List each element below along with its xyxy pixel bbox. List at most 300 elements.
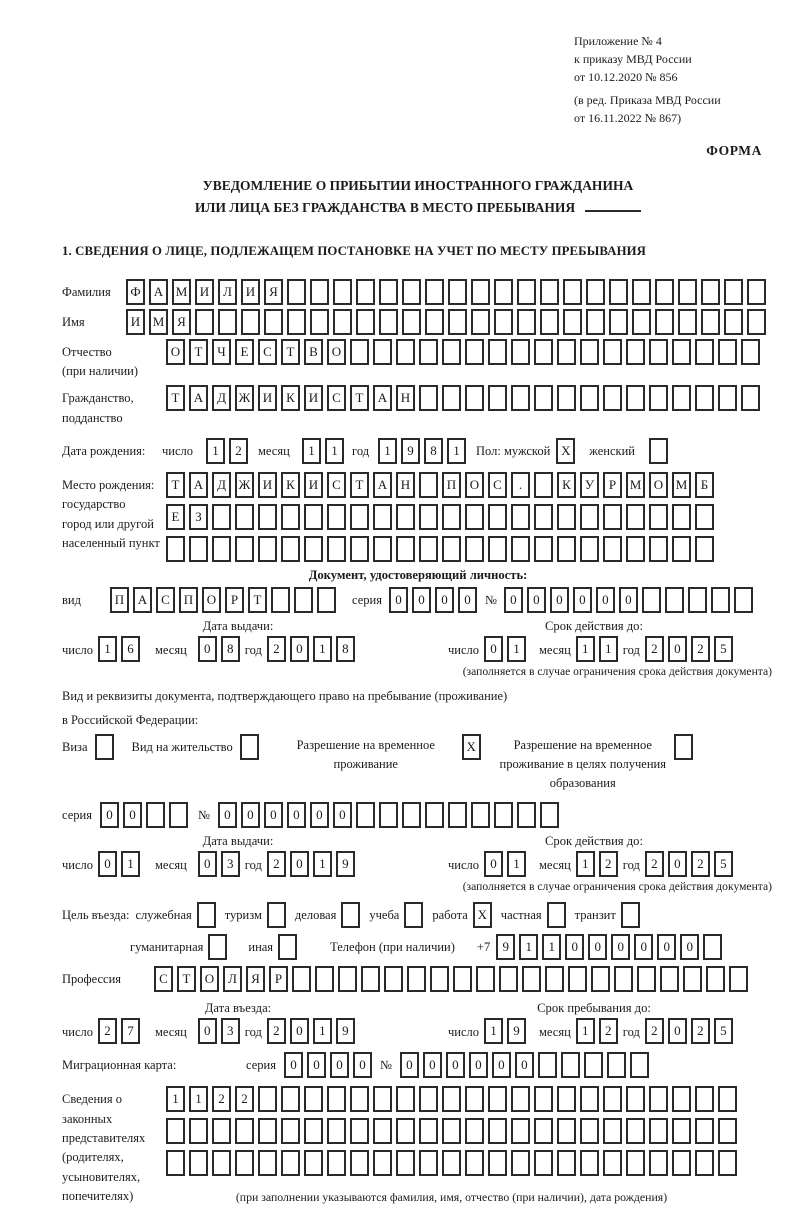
purpose-option-commercial — [295, 902, 360, 928]
residence-number-boxes — [218, 802, 559, 828]
issue-month-label: месяц — [155, 643, 187, 658]
migration-seriya-label: серия — [246, 1058, 276, 1073]
entry-date-headers — [62, 1001, 774, 1016]
char-box: О — [166, 339, 185, 365]
stay-year-boxes — [645, 1018, 733, 1044]
patronymic-label-line1: Отчество — [62, 344, 112, 359]
char-box — [294, 587, 313, 613]
residence-issue-heading: Дата выдачи: — [202, 834, 274, 849]
purpose-transit-checkbox — [621, 902, 640, 928]
char-box: А — [189, 385, 208, 411]
char-box: 0 — [515, 1052, 534, 1078]
char-box — [557, 1150, 576, 1176]
char-box — [534, 536, 553, 562]
char-box: 0 — [98, 851, 117, 877]
char-box: Р — [269, 966, 288, 992]
purpose-row-1 — [62, 902, 774, 928]
char-box — [580, 1150, 599, 1176]
char-box — [642, 587, 661, 613]
identity-valid-month-boxes — [576, 636, 618, 662]
char-box — [448, 802, 467, 828]
char-box: 2 — [691, 851, 710, 877]
doc-number-label: № — [484, 593, 497, 608]
char-box — [649, 385, 668, 411]
char-box — [494, 802, 513, 828]
char-box — [557, 536, 576, 562]
purpose-private-checkbox — [547, 902, 566, 928]
entry-until-heading: Срок пребывания до: — [537, 1001, 651, 1016]
entry-date-group — [62, 1018, 414, 1044]
char-box: И — [258, 472, 277, 498]
char-box — [672, 339, 691, 365]
purpose-private-label: частная — [500, 908, 542, 923]
purpose-row-2 — [130, 934, 774, 960]
char-box — [626, 536, 645, 562]
char-box — [729, 966, 748, 992]
guardians-label-line6: попечителях) — [62, 1189, 134, 1204]
char-box — [534, 1086, 553, 1112]
char-box — [655, 279, 674, 305]
purpose-option-business — [136, 902, 216, 928]
char-box — [674, 734, 693, 760]
char-box — [584, 1052, 603, 1078]
char-box — [603, 536, 622, 562]
option-temp-residence — [277, 734, 481, 774]
entry-month-boxes — [198, 1018, 240, 1044]
char-box: 7 — [121, 1018, 140, 1044]
char-box — [678, 309, 697, 335]
char-box: А — [149, 279, 168, 305]
char-box — [649, 438, 668, 464]
entry-year-label: год — [244, 1025, 262, 1040]
char-box: Я — [172, 309, 191, 335]
char-box — [465, 504, 484, 530]
birthplace-row1-boxes — [166, 472, 714, 498]
char-box — [235, 504, 254, 530]
char-box — [695, 504, 714, 530]
residence-series-row — [62, 802, 774, 828]
char-box: И — [258, 385, 277, 411]
purpose-study-checkbox — [404, 902, 423, 928]
char-box: А — [133, 587, 152, 613]
char-box — [465, 536, 484, 562]
guardians-label-line2: законных — [62, 1111, 113, 1126]
char-box: 0 — [123, 802, 142, 828]
char-box — [637, 966, 656, 992]
stay-day-boxes — [484, 1018, 526, 1044]
char-box — [563, 309, 582, 335]
char-box — [267, 902, 286, 928]
char-box — [373, 1150, 392, 1176]
purpose-option-tourism — [225, 902, 286, 928]
residence-permit-label: Вид на жительство — [131, 740, 233, 755]
char-box — [304, 1118, 323, 1144]
char-box — [197, 902, 216, 928]
residence-valid-year-label: год — [622, 858, 640, 873]
temp-residence-checkbox — [462, 734, 481, 760]
char-box — [317, 587, 336, 613]
char-box: Т — [177, 966, 196, 992]
char-box — [741, 339, 760, 365]
phone-label: Телефон (при наличии) — [330, 940, 455, 955]
char-box — [327, 1118, 346, 1144]
char-box — [396, 504, 415, 530]
char-box — [304, 504, 323, 530]
char-box: 2 — [691, 1018, 710, 1044]
char-box — [706, 966, 725, 992]
char-box — [304, 1150, 323, 1176]
char-box — [547, 902, 566, 928]
identity-valid-day-boxes — [484, 636, 526, 662]
char-box — [603, 1086, 622, 1112]
form-title — [62, 175, 774, 220]
residence-valid-month-label: месяц — [539, 858, 571, 873]
char-box: 0 — [435, 587, 454, 613]
char-box: 5 — [714, 1018, 733, 1044]
char-box — [672, 385, 691, 411]
char-box — [208, 934, 227, 960]
char-box — [718, 385, 737, 411]
purpose-business-label: служебная — [135, 908, 192, 923]
char-box: Т — [166, 385, 185, 411]
birthplace-label-line2: государство — [62, 497, 126, 512]
birthplace-box-rows — [166, 472, 714, 562]
char-box — [465, 339, 484, 365]
char-box: 2 — [267, 851, 286, 877]
char-box — [540, 802, 559, 828]
char-box: Ж — [235, 472, 254, 498]
char-box — [471, 802, 490, 828]
char-box: Л — [223, 966, 242, 992]
purpose-commercial-checkbox — [341, 902, 360, 928]
migration-number-label: № — [379, 1058, 392, 1073]
char-box: М — [626, 472, 645, 498]
char-box — [695, 339, 714, 365]
char-box — [695, 1086, 714, 1112]
char-box — [561, 1052, 580, 1078]
char-box — [580, 385, 599, 411]
char-box: О — [465, 472, 484, 498]
char-box — [419, 504, 438, 530]
field-row-doc-type — [62, 587, 774, 613]
char-box — [718, 1118, 737, 1144]
char-box — [603, 339, 622, 365]
identity-doc-heading: Документ, удостоверяющий личность: — [308, 568, 528, 583]
char-box: 5 — [714, 636, 733, 662]
char-box — [258, 1086, 277, 1112]
char-box — [281, 1118, 300, 1144]
char-box: 0 — [218, 802, 237, 828]
char-box — [603, 504, 622, 530]
residence-issue-day-boxes — [98, 851, 140, 877]
char-box: 0 — [484, 636, 503, 662]
birthplace-label-line1: Место рождения: — [62, 478, 155, 493]
char-box — [609, 309, 628, 335]
char-box: 0 — [458, 587, 477, 613]
residence-seriya-boxes — [100, 802, 188, 828]
char-box: 1 — [206, 438, 225, 464]
char-box — [511, 1086, 530, 1112]
char-box: 0 — [423, 1052, 442, 1078]
char-box — [212, 1150, 231, 1176]
char-box: 9 — [336, 1018, 355, 1044]
char-box: 6 — [121, 636, 140, 662]
char-box — [580, 504, 599, 530]
char-box: Д — [212, 385, 231, 411]
char-box — [373, 536, 392, 562]
char-box — [146, 802, 165, 828]
field-row-birthdate — [62, 438, 774, 464]
char-box: 2 — [267, 1018, 286, 1044]
char-box: В — [304, 339, 323, 365]
char-box — [419, 1118, 438, 1144]
char-box — [626, 504, 645, 530]
residence-issue-day-label: число — [62, 858, 94, 873]
char-box — [95, 734, 114, 760]
char-box: 0 — [504, 587, 523, 613]
char-box — [701, 309, 720, 335]
char-box — [741, 385, 760, 411]
char-box — [396, 1150, 415, 1176]
char-box: С — [156, 587, 175, 613]
char-box — [672, 504, 691, 530]
char-box: 1 — [378, 438, 397, 464]
profession-label: Профессия — [62, 972, 122, 987]
valid-day-label: число — [448, 643, 480, 658]
char-box — [448, 309, 467, 335]
patronymic-boxes — [166, 339, 760, 365]
char-box: М — [672, 472, 691, 498]
sex-male-checkbox — [556, 438, 575, 464]
identity-valid-date — [448, 636, 733, 662]
char-box — [430, 966, 449, 992]
char-box — [373, 1118, 392, 1144]
char-box: С — [327, 385, 346, 411]
migration-seriya-boxes — [284, 1052, 372, 1078]
char-box: М — [149, 309, 168, 335]
char-box — [580, 339, 599, 365]
char-box — [711, 587, 730, 613]
char-box — [580, 1086, 599, 1112]
char-box: 1 — [447, 438, 466, 464]
char-box: Т — [248, 587, 267, 613]
char-box — [166, 1118, 185, 1144]
char-box — [373, 1086, 392, 1112]
char-box — [511, 1150, 530, 1176]
citizenship-label-line2: подданство — [62, 410, 123, 425]
char-box — [557, 385, 576, 411]
char-box: У — [580, 472, 599, 498]
issue-day-label: число — [62, 643, 94, 658]
char-box: 0 — [484, 851, 503, 877]
char-box — [258, 504, 277, 530]
identity-doc-date-headers — [62, 619, 774, 634]
char-box — [287, 279, 306, 305]
char-box: 8 — [336, 636, 355, 662]
purpose-option-humanitarian — [130, 934, 227, 960]
char-box: 0 — [619, 587, 638, 613]
char-box — [373, 504, 392, 530]
appendix-note-line: (в ред. Приказа МВД России — [574, 93, 721, 107]
residence-issue-year-boxes — [267, 851, 355, 877]
char-box: 0 — [310, 802, 329, 828]
char-box — [281, 1150, 300, 1176]
char-box — [425, 802, 444, 828]
guardians-label-line3: представителях — [62, 1131, 146, 1146]
char-box — [632, 279, 651, 305]
char-box — [338, 966, 357, 992]
birth-day-label: число — [162, 444, 194, 459]
char-box — [419, 339, 438, 365]
char-box — [442, 504, 461, 530]
char-box — [517, 279, 536, 305]
char-box — [586, 279, 605, 305]
char-box: 2 — [212, 1086, 231, 1112]
patronymic-label — [62, 339, 166, 382]
char-box — [603, 1150, 622, 1176]
char-box — [465, 385, 484, 411]
entry-day-boxes — [98, 1018, 140, 1044]
char-box: А — [189, 472, 208, 498]
char-box: Ф — [126, 279, 145, 305]
stay-until-group — [448, 1018, 733, 1044]
char-box — [258, 1118, 277, 1144]
char-box — [672, 1150, 691, 1176]
stay-year-label: год — [622, 1025, 640, 1040]
char-box: . — [511, 472, 530, 498]
char-box — [557, 1086, 576, 1112]
entry-year-boxes — [267, 1018, 355, 1044]
purpose-tourism-checkbox — [267, 902, 286, 928]
char-box — [511, 504, 530, 530]
residence-dates — [62, 851, 774, 877]
char-box — [235, 1150, 254, 1176]
char-box — [591, 966, 610, 992]
entry-date-heading: Дата въезда: — [204, 1001, 272, 1016]
char-box: 2 — [645, 851, 664, 877]
char-box — [304, 536, 323, 562]
char-box — [350, 536, 369, 562]
stay-month-boxes — [576, 1018, 618, 1044]
char-box: 5 — [714, 851, 733, 877]
char-box — [626, 1086, 645, 1112]
char-box: Н — [396, 472, 415, 498]
char-box — [350, 339, 369, 365]
section1-heading: 1. СВЕДЕНИЯ О ЛИЦЕ, ПОДЛЕЖАЩЕМ ПОСТАНОВКЕ НА УЧЕТ ПО МЕСТУ ПРЕБЫВАНИЯ — [62, 243, 647, 258]
char-box: 0 — [198, 636, 217, 662]
surname-boxes — [126, 279, 766, 305]
residence-valid-day-boxes — [484, 851, 526, 877]
char-box: П — [110, 587, 129, 613]
char-box: С — [327, 472, 346, 498]
char-box — [287, 309, 306, 335]
residence-valid-month-boxes — [576, 851, 618, 877]
char-box — [402, 279, 421, 305]
char-box: 2 — [235, 1086, 254, 1112]
residence-seriya-label: серия — [62, 808, 92, 823]
char-box — [471, 309, 490, 335]
char-box — [488, 339, 507, 365]
char-box: 0 — [596, 587, 615, 613]
birth-year-label: год — [352, 444, 370, 459]
birth-year-boxes — [378, 438, 466, 464]
char-box — [557, 504, 576, 530]
birthplace-label-line3: город или другой — [62, 516, 154, 531]
char-box: 2 — [599, 851, 618, 877]
residence-valid-day-label: число — [448, 858, 480, 873]
char-box — [442, 1150, 461, 1176]
char-box: 0 — [330, 1052, 349, 1078]
guardians-label-line5: усыновителях, — [62, 1169, 141, 1184]
migration-number-boxes — [400, 1052, 649, 1078]
char-box — [327, 1150, 346, 1176]
char-box — [747, 309, 766, 335]
char-box: 0 — [668, 851, 687, 877]
form-title-line2: ИЛИ ЛИЦА БЕЗ ГРАЖДАНСТВА В МЕСТО ПРЕБЫВАНИЯ — [62, 197, 774, 219]
char-box — [278, 934, 297, 960]
char-box: 1 — [313, 851, 332, 877]
purpose-option-other — [248, 934, 297, 960]
char-box — [471, 279, 490, 305]
char-box: 0 — [588, 934, 607, 960]
char-box: 1 — [98, 636, 117, 662]
char-box: 1 — [576, 1018, 595, 1044]
char-box — [626, 1150, 645, 1176]
char-box — [626, 1118, 645, 1144]
sex-female-label: женский — [589, 444, 635, 459]
char-box — [649, 339, 668, 365]
patronymic-label-line2: (при наличии) — [62, 363, 139, 378]
char-box: Д — [212, 472, 231, 498]
char-box — [212, 1118, 231, 1144]
char-box: 0 — [527, 587, 546, 613]
char-box — [586, 309, 605, 335]
char-box — [341, 902, 360, 928]
purpose-other-checkbox — [278, 934, 297, 960]
char-box — [626, 385, 645, 411]
char-box — [465, 1150, 484, 1176]
char-box — [672, 1118, 691, 1144]
profession-row — [62, 966, 774, 992]
residence-number-label: № — [197, 808, 210, 823]
char-box: 0 — [290, 636, 309, 662]
char-box: 0 — [668, 1018, 687, 1044]
char-box: О — [327, 339, 346, 365]
char-box: 8 — [221, 636, 240, 662]
residence-valid-date — [448, 851, 733, 877]
char-box — [649, 1118, 668, 1144]
char-box — [425, 309, 444, 335]
char-box — [603, 1118, 622, 1144]
identity-issue-month-boxes — [198, 636, 240, 662]
char-box — [517, 309, 536, 335]
purpose-humanitarian-checkbox — [208, 934, 227, 960]
entry-dates — [62, 1018, 774, 1044]
guardians-box-rows — [166, 1086, 737, 1205]
char-box: 9 — [336, 851, 355, 877]
char-box — [563, 279, 582, 305]
guardians-row3-boxes — [166, 1150, 737, 1176]
char-box — [379, 802, 398, 828]
option-visa — [62, 734, 114, 760]
residence-issue-month-boxes — [198, 851, 240, 877]
char-box: 1 — [542, 934, 561, 960]
guardians-label-line4: (родителях, — [62, 1150, 124, 1165]
appendix-line: к приказу МВД России — [574, 52, 692, 66]
char-box — [166, 536, 185, 562]
char-box: 3 — [221, 851, 240, 877]
char-box — [350, 1150, 369, 1176]
